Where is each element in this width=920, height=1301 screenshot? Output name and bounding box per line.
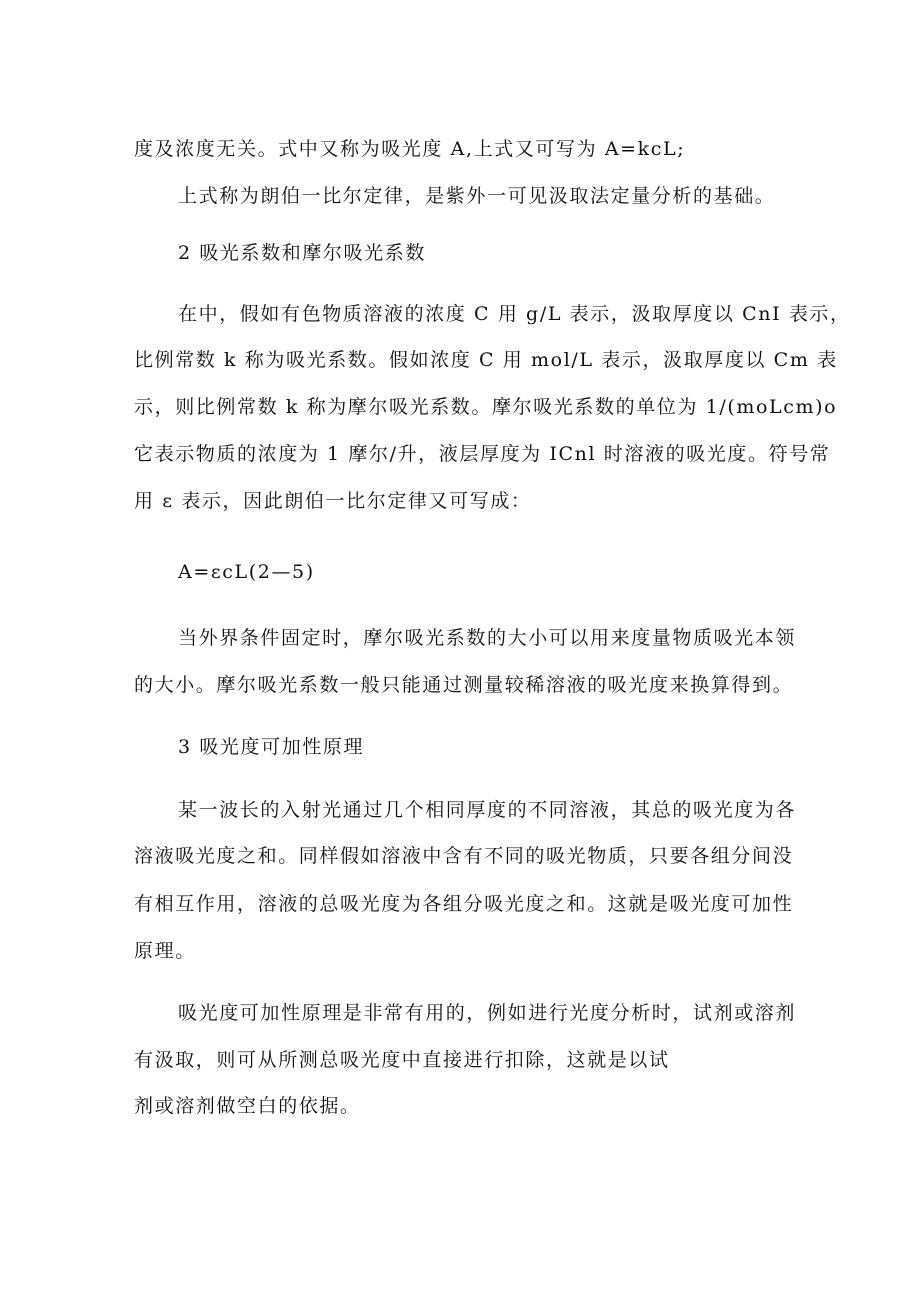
text-line: 有汲取，则可从所测总吸光度中直接进行扣除，这就是以试 xyxy=(134,1049,670,1071)
text-line: 比例常数 k 称为吸光系数。假如浓度 C 用 mol/L 表示，汲取厚度以 Cm 表 xyxy=(134,349,838,371)
text-line: 在中，假如有色物质溶液的浓度 C 用 g/L 表示，汲取厚度以 CnI 表示， xyxy=(178,303,851,325)
text-line: 示，则比例常数 k 称为摩尔吸光系数。摩尔吸光系数的单位为 1/(moLcm)o xyxy=(134,396,838,418)
text-line: 的大小。摩尔吸光系数一般只能通过测量较稀溶液的吸光度来换算得到。 xyxy=(134,674,794,696)
text-line: 有相互作用，溶液的总吸光度为各组分吸光度之和。这就是吸光度可加性 xyxy=(134,893,794,915)
text-line: 原理。 xyxy=(134,940,196,962)
section-heading: 2 吸光系数和摩尔吸光系数 xyxy=(178,242,426,264)
text-line: 上式称为朗伯一比尔定律，是紫外一可见汲取法定量分析的基础。 xyxy=(178,185,776,207)
text-line: 某一波长的入射光通过几个相同厚度的不同溶液，其总的吸光度为各 xyxy=(178,799,797,821)
text-line: 当外界条件固定时，摩尔吸光系数的大小可以用来度量物质吸光本领 xyxy=(178,627,797,649)
text-line: 吸光度可加性原理是非常有用的，例如进行光度分析时，试剂或溶剂 xyxy=(178,1002,797,1024)
text-line: 用 ε 表示，因此朗伯一比尔定律又可写成： xyxy=(134,490,532,512)
text-line: 度及浓度无关。式中又称为吸光度 A,上式又可写为 A=kcL; xyxy=(134,138,686,160)
formula: A=εcL(2—5) xyxy=(178,561,315,583)
text-line: 溶液吸光度之和。同样假如溶液中含有不同的吸光物质，只要各组分间没 xyxy=(134,845,794,867)
text-line: 它表示物质的浓度为 1 摩尔/升，液层厚度为 ICnl 时溶液的吸光度。符号常 xyxy=(134,443,831,465)
section-heading: 3 吸光度可加性原理 xyxy=(178,736,365,758)
text-line: 剂或溶剂做空白的依据。 xyxy=(134,1095,361,1117)
